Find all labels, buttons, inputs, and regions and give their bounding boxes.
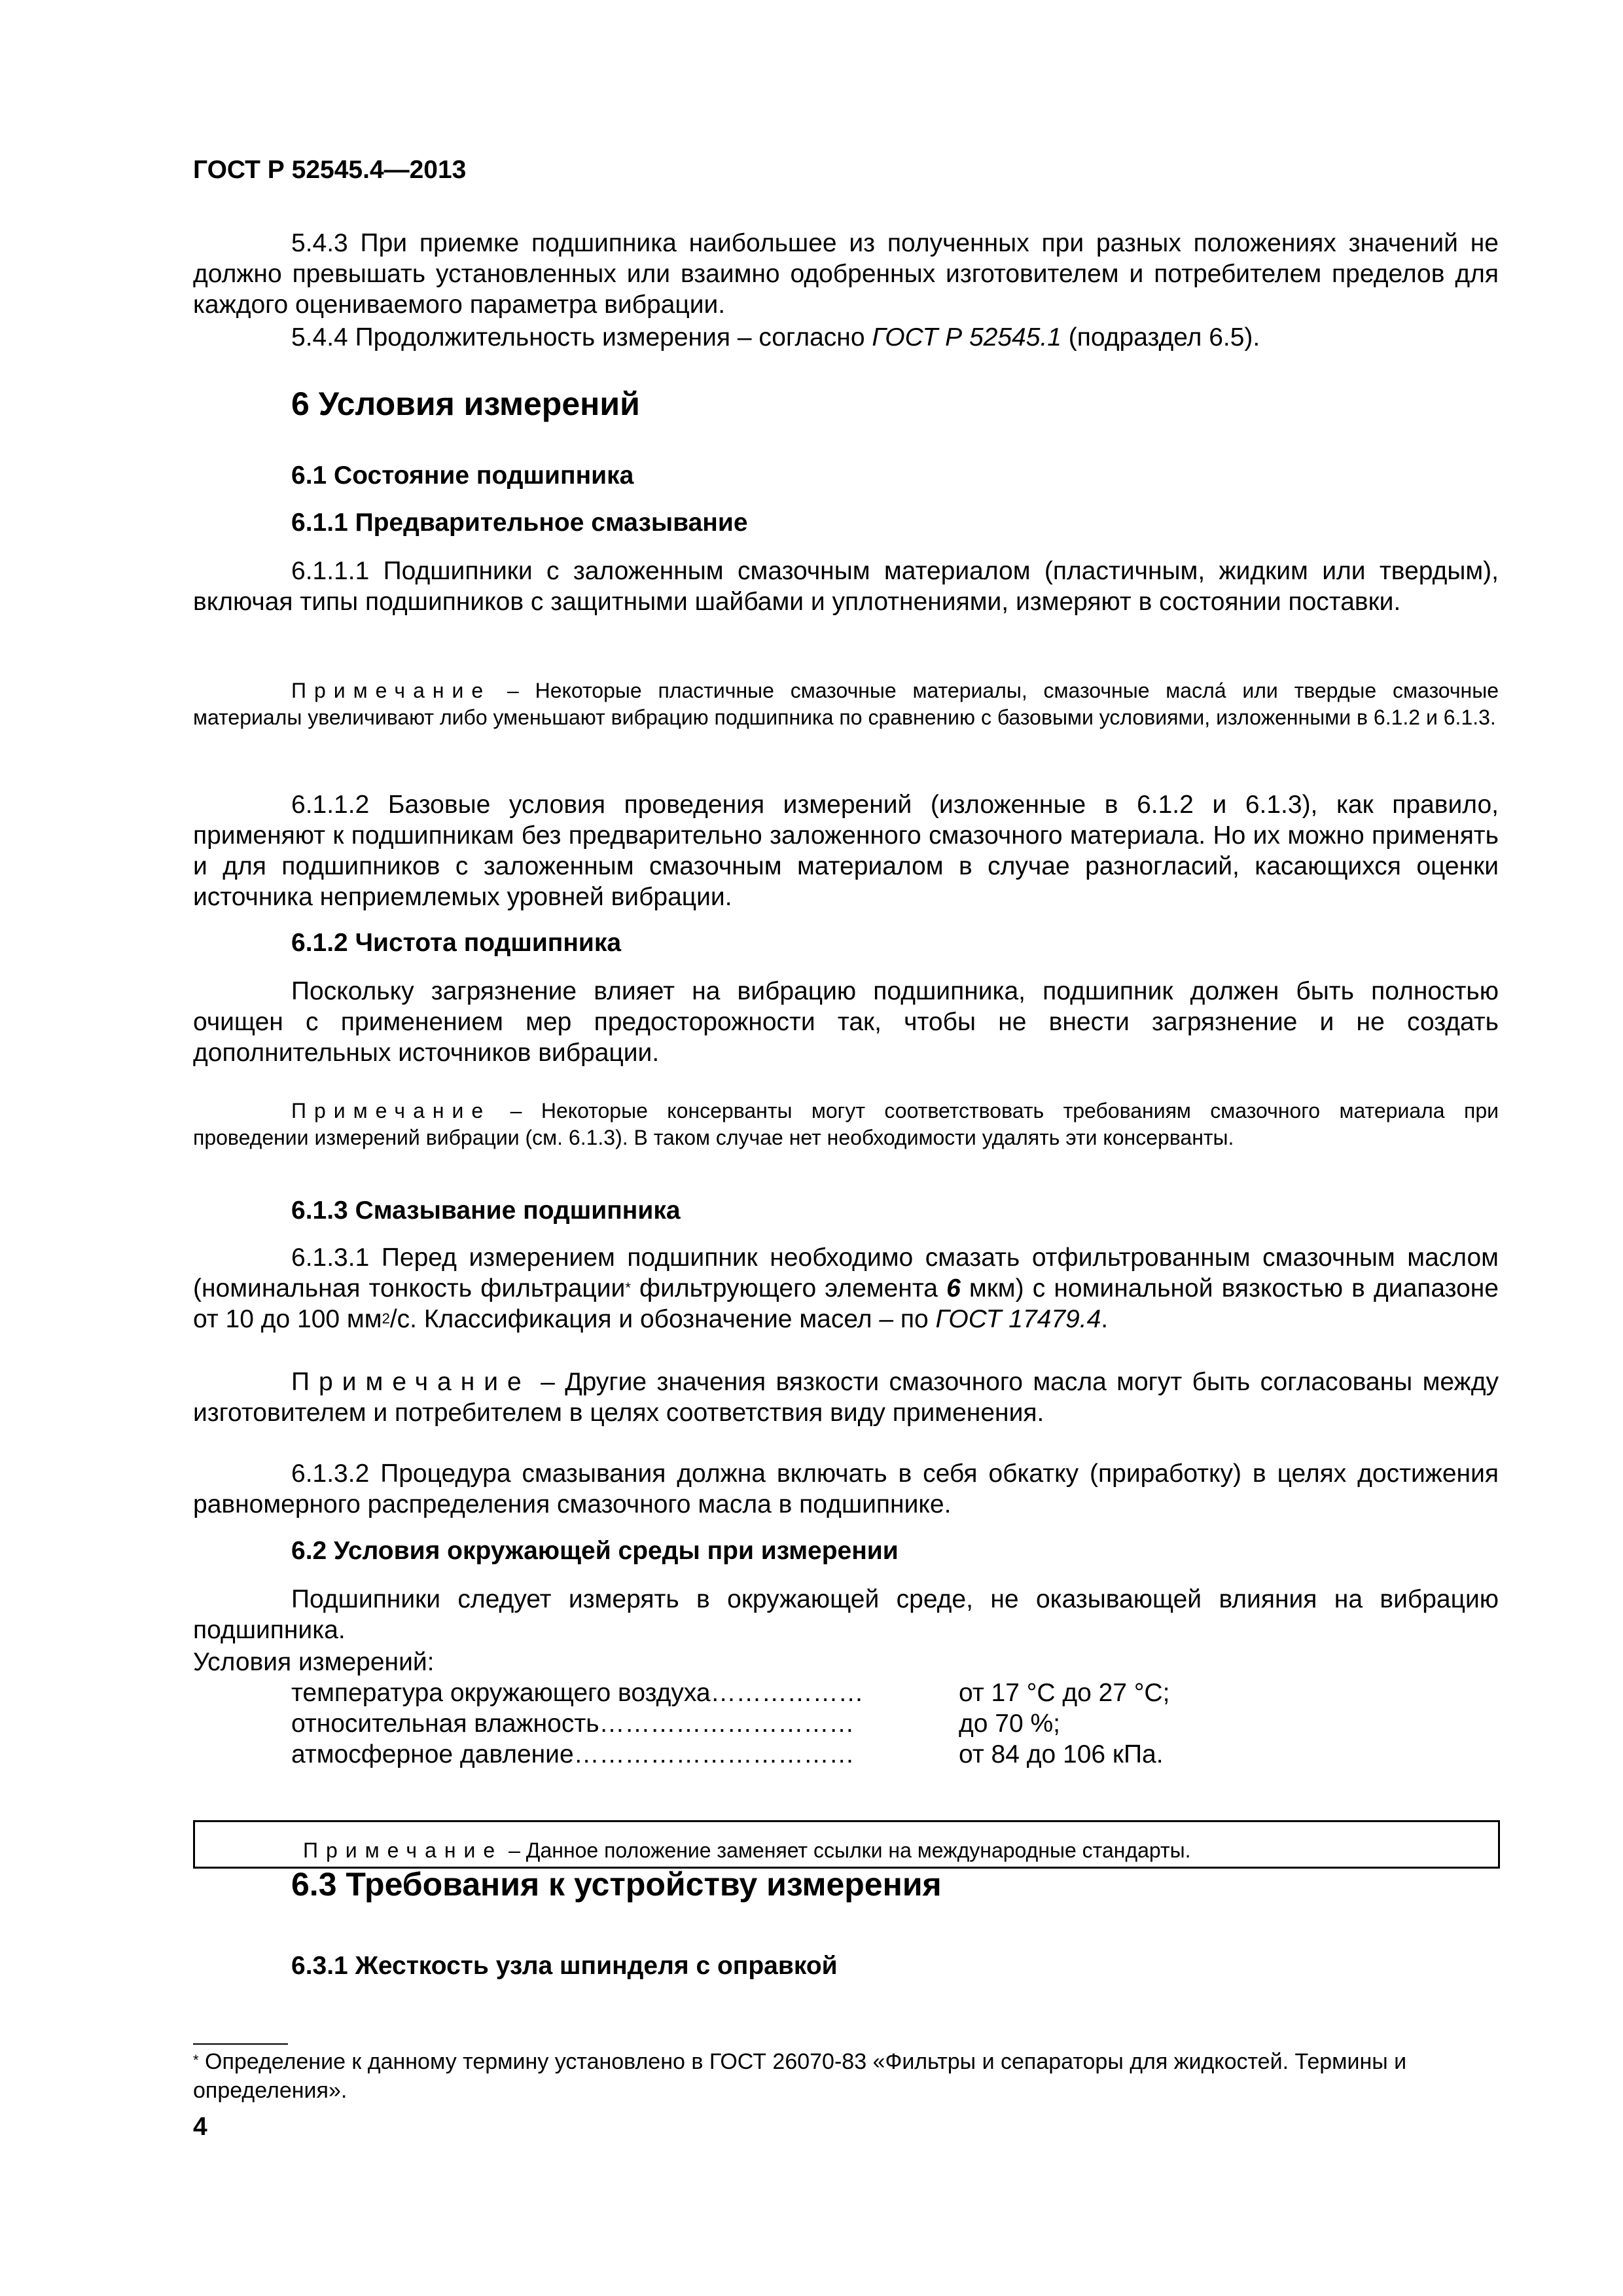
reference-gost-17479-4: ГОСТ 17479.4: [935, 1305, 1101, 1333]
condition-row: [291, 1679, 1207, 1710]
section-heading-6: 6 Условия измерений: [291, 386, 640, 422]
reference-gost-52545-1: ГОСТ Р 52545.1: [872, 323, 1061, 351]
clause-5-4-4-tail: (подраздел 6.5).: [1061, 323, 1260, 351]
clause-6-1-3-1-text-b: фильтрующего элемента: [630, 1274, 947, 1302]
condition-value: от 84 до 106 кПа.: [959, 1740, 1164, 1768]
condition-row: [291, 1710, 1207, 1740]
clause-6-1-1-2: [193, 789, 1499, 912]
condition-name: относительная влажность…………………………: [291, 1710, 855, 1738]
boxed-note: [193, 1820, 1500, 1869]
clause-6-1-3-1-text-e: .: [1101, 1305, 1109, 1333]
conditions-label: Условия измерений:: [193, 1648, 435, 1676]
subsection-heading-6-1-2: 6.1.2 Чистота подшипника: [291, 929, 622, 957]
footnote-marker: *: [625, 1280, 631, 1296]
clause-5-4-4: [193, 322, 1499, 353]
clause-6-1-3-1-text-d: /с. Классификация и обозначение масел – по: [389, 1305, 936, 1333]
clause-6-1-1-1-text: 6.1.1.1 Подшипники с заложенным смазочным материалом (пластичным, жидким или твердым), включая типы подшипников с защитными шайбами и уплотнениями, измеряют в состоянии поставки.: [193, 557, 1499, 616]
footnote-text: Определение к данному термину установлено в ГОСТ 26070-83 «Фильтры и сепараторы для жидкостей. Термины и определения».: [193, 2049, 1407, 2103]
clause-5-4-4-text: 5.4.4 Продолжительность измерения – согласно: [291, 323, 872, 351]
note-text: – Некоторые пластичные смазочные материалы, смазочные масла́ или твердые смазочные материалы увеличивают либо уменьшают вибрацию подшипника по сравнению с базовыми условиями, изложенными в 6.1.2 и 6.1.3.: [193, 679, 1499, 729]
clause-6-2-text: Подшипники следует измерять в окружающей среде, не оказывающей влияния на вибрацию подшипника.: [193, 1585, 1499, 1644]
subsection-heading-6-1-3: 6.1.3 Смазывание подшипника: [291, 1196, 681, 1225]
clause-6-1-2-text: Поскольку загрязнение влияет на вибрацию подшипника, подшипник должен быть полностью очищен с применением мер предосторожности так, чтобы не внести загрязнение и не создать дополнительных источников вибрации.: [193, 977, 1499, 1067]
subsection-heading-6-3: 6.3 Требования к устройству измерения: [291, 1866, 942, 1903]
page-number: 4: [193, 2113, 207, 2141]
subsection-heading-6-1: 6.1 Состояние подшипника: [291, 461, 634, 490]
superscript-2: 2: [382, 1310, 390, 1327]
condition-name: температура окружающего воздуха………………: [291, 1679, 864, 1707]
clause-6-1-1-2-text: 6.1.1.2 Базовые условия проведения измерений (изложенные в 6.1.2 и 6.1.3), как правило, применяют к подшипникам без предварительно заложенного смазочного материала. Но их можно применять и для подшипников с заложенным смазочным материалом в случае разногласий, касающихся оценки источника неприемлемых уровней вибрации.: [193, 791, 1499, 911]
note-3: [193, 1367, 1499, 1428]
condition-name: атмосферное давление……………………………: [291, 1740, 855, 1768]
clause-6-2: [193, 1584, 1499, 1645]
note-label: Примечание: [291, 1368, 531, 1396]
document-header: ГОСТ Р 52545.4—2013: [193, 156, 467, 184]
clause-5-4-3-text: 5.4.3 При приемке подшипника наибольшее из полученных при разных положениях значений не должно превышать установленных или взаимно одобренных изготовителем и потребителем пределов для каждого оцениваемого параметра вибрации.: [193, 229, 1499, 319]
footnote-marker: *: [193, 2052, 199, 2068]
clause-6-1-3-1-text: 6.1.3.1 Перед измерением подшипник необходимо смазать отфильтрованным смазочным маслом (номинальная тонкость фильтрации: [193, 1244, 1499, 1302]
clause-5-4-3: [193, 228, 1499, 320]
note-text: – Другие значения вязкости смазочного масла могут быть согласованы между изготовителем и потребителем в целях соответствия виду применения.: [193, 1368, 1499, 1427]
footnote-separator: [193, 2043, 288, 2045]
subsection-heading-6-3-1: 6.3.1 Жесткость узла шпинделя с оправкой: [291, 1952, 838, 1980]
note-text: – Некоторые консерванты могут соответствовать требованиям смазочного материала при проведении измерений вибрации (см. 6.1.3). В таком случае нет необходимости удалять эти консерванты.: [193, 1099, 1499, 1149]
clause-6-1-1-1: [193, 556, 1499, 617]
note-text: – Данное положение заменяет ссылки на международные стандарты.: [503, 1839, 1191, 1862]
clause-6-1-2: [193, 976, 1499, 1068]
note-label: Примечание: [291, 1099, 491, 1122]
condition-value: до 70 %;: [959, 1710, 1061, 1738]
clause-6-1-3-2-text: 6.1.3.2 Процедура смазывания должна включать в себя обкатку (приработку) в целях достижения равномерного распределения смазочного масла в подшипнике.: [193, 1460, 1499, 1518]
clause-6-1-3-2: [193, 1458, 1499, 1520]
subsection-heading-6-2: 6.2 Условия окружающей среды при измерении: [291, 1537, 899, 1565]
note-2: [193, 1098, 1499, 1151]
filtration-value: 6: [946, 1274, 961, 1302]
note-1: [193, 677, 1499, 731]
note-label: Примечание: [303, 1839, 503, 1862]
condition-value: от 17 °С до 27 °С;: [959, 1679, 1170, 1707]
footnote: [193, 2047, 1499, 2105]
subsection-heading-6-1-1: 6.1.1 Предварительное смазывание: [291, 509, 748, 537]
clause-6-1-3-1: [193, 1242, 1499, 1335]
clause-6-1-3-1-text-c: мкм) с номинальной вязкостью в диапазоне от 10 до 100 мм: [193, 1274, 1499, 1333]
condition-row: [291, 1740, 1207, 1771]
note-label: Примечание: [291, 679, 491, 702]
